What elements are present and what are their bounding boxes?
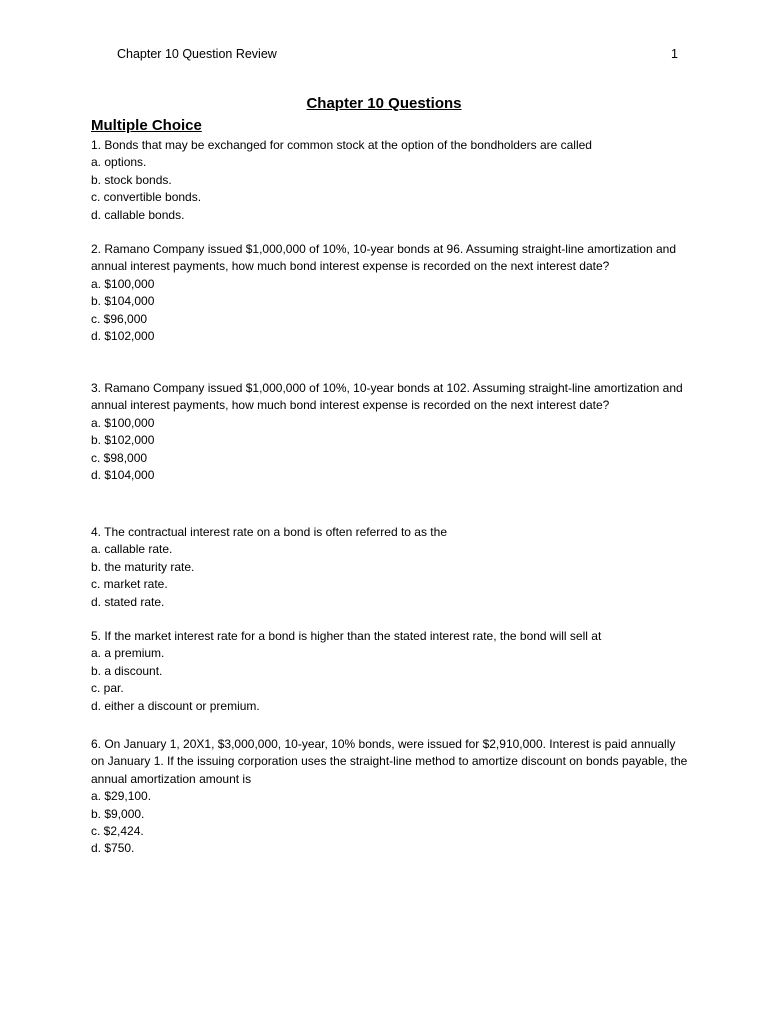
answer-option: d. $104,000 <box>91 468 155 483</box>
answer-option: c. convertible bonds. <box>91 190 202 205</box>
answer-option: a. options. <box>91 155 147 170</box>
answer-option: b. a discount. <box>91 663 163 678</box>
question-2 <box>91 241 691 345</box>
answer-options <box>91 788 691 858</box>
answer-option: c. market rate. <box>91 577 168 592</box>
question-stem: 6. On January 1, 20X1, $3,000,000, 10-year, 10% bonds, were issued for $2,910,000. Interest is paid annually on January 1. If the issuing corporation uses the straight-line method to amortize discount on bonds payable, the annual amortization amount is <box>91 737 688 786</box>
running-header-title: Chapter 10 Question Review <box>117 47 277 61</box>
answer-option: c. par. <box>91 681 124 696</box>
question-4 <box>91 524 691 611</box>
answer-options <box>91 541 691 611</box>
running-header <box>117 47 678 65</box>
answer-option: c. $96,000 <box>91 311 148 326</box>
answer-option: a. a premium. <box>91 646 165 661</box>
answer-option: a. $100,000 <box>91 415 155 430</box>
answer-options <box>91 154 691 224</box>
answer-options <box>91 276 691 346</box>
answer-option: d. callable bonds. <box>91 207 185 222</box>
answer-option: d. either a discount or premium. <box>91 698 260 713</box>
answer-option: b. $9,000. <box>91 806 145 821</box>
answer-option: b. stock bonds. <box>91 172 172 187</box>
question-stem: 1. Bonds that may be exchanged for common stock at the option of the bondholders are called <box>91 138 592 152</box>
question-3 <box>91 380 691 484</box>
question-5 <box>91 628 691 715</box>
answer-option: a. callable rate. <box>91 542 173 557</box>
answer-option: d. stated rate. <box>91 594 165 609</box>
answer-option: c. $98,000 <box>91 450 148 465</box>
section-heading: Multiple Choice <box>91 117 202 134</box>
answer-option: d. $102,000 <box>91 329 155 344</box>
question-stem: 5. If the market interest rate for a bond is higher than the stated interest rate, the bond will sell at <box>91 629 602 643</box>
document-title-row <box>0 95 768 112</box>
answer-option: b. $102,000 <box>91 433 155 448</box>
answer-options <box>91 645 691 715</box>
question-stem: 3. Ramano Company issued $1,000,000 of 10%, 10-year bonds at 102. Assuming straight-line amortization and annual interest payments, how much bond interest expense is recorded on the next interest date? <box>91 381 683 413</box>
question-1 <box>91 137 691 224</box>
answer-option: a. $100,000 <box>91 276 155 291</box>
answer-option: b. $104,000 <box>91 294 155 309</box>
document-title: Chapter 10 Questions <box>306 95 462 112</box>
question-stem: 2. Ramano Company issued $1,000,000 of 10%, 10-year bonds at 96. Assuming straight-line amortization and annual interest payments, how much bond interest expense is recorded on the next interest date? <box>91 242 677 274</box>
page-number: 1 <box>671 47 678 61</box>
answer-option: c. $2,424. <box>91 824 144 839</box>
answer-option: d. $750. <box>91 841 135 856</box>
question-stem: 4. The contractual interest rate on a bond is often referred to as the <box>91 525 447 539</box>
answer-option: b. the maturity rate. <box>91 559 195 574</box>
answer-options <box>91 415 691 485</box>
question-6 <box>91 736 691 858</box>
answer-option: a. $29,100. <box>91 789 152 804</box>
